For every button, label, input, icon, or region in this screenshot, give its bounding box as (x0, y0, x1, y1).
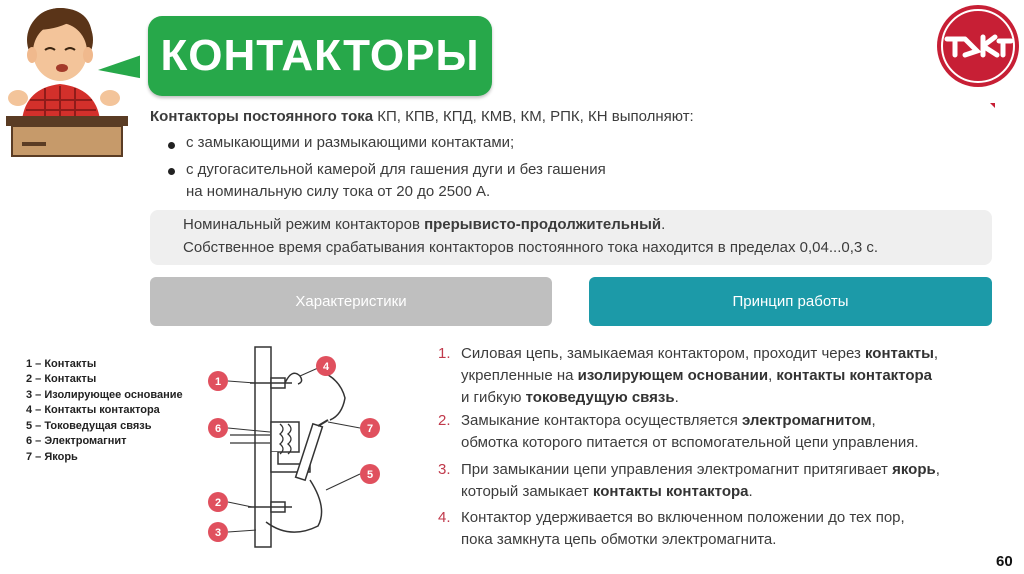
insulating-base (255, 347, 271, 547)
step-line: обмотка которого питается от вспомогательной цепи управления. (461, 434, 919, 451)
badge-label: 4 (322, 361, 330, 373)
bullet-dot-icon (168, 168, 178, 178)
step-line: и гибкую токоведущую связь. (461, 389, 679, 406)
bullet-dot-icon (168, 142, 178, 152)
intro-bold: Контакторы постоянного тока (150, 108, 374, 125)
step-line: Замыкание контактора осуществляется электромагнитом, (461, 412, 876, 429)
step-line: который замыкает контакты контактора. (461, 483, 753, 500)
intro-text (150, 108, 694, 125)
bullet-text: с дугогасительной камерой для гашения дуги и без гашения (186, 161, 606, 178)
legend-item: 4 – Контакты контактора (26, 404, 160, 416)
badge-label: 1 (214, 376, 222, 388)
note-line-2: Собственное время срабатывания контакторов постоянного тока находится в пределах 0,04...0,3 с. (183, 239, 879, 256)
company-logo-icon (935, 3, 1021, 89)
note-bold: прерывисто-продолжительный (424, 216, 662, 233)
intro-rest: КП, КПВ, КПД, КМВ, КМ, РПК, КН выполняют: (373, 108, 694, 125)
badge-label: 7 (366, 423, 374, 435)
badge-label: 2 (214, 497, 222, 509)
step-line: Силовая цепь, замыкаемая контактором, проходит через контакты, (461, 345, 939, 362)
tab-operating-principle[interactable]: Принцип работы (589, 277, 992, 326)
mascot-speaker-illustration (0, 0, 140, 160)
step-number: 1. (438, 345, 451, 362)
badge-label: 3 (214, 527, 222, 539)
badge-label: 5 (366, 469, 374, 481)
page-title: КОНТАКТОРЫ (160, 31, 480, 80)
legend-item: 1 – Контакты (26, 358, 97, 370)
bullet-text: с замыкающими и размыкающими контактами; (186, 134, 515, 151)
step-number: 4. (438, 509, 451, 526)
legend-item: 7 – Якорь (26, 451, 78, 463)
legend-item: 3 – Изолирующее основание (26, 389, 183, 401)
page-number: 60 (996, 553, 1013, 570)
note-line-1 (183, 216, 665, 233)
badge-label: 6 (214, 423, 222, 435)
step-line: укрепленные на изолирующем основании, контакты контактора (461, 367, 933, 384)
legend-item: 5 – Токоведущая связь (26, 420, 152, 432)
bullet-text: на номинальную силу тока от 20 до 2500 А. (186, 183, 491, 200)
legend-item: 2 – Контакты (26, 373, 97, 385)
contactor-diagram (200, 340, 410, 550)
tab-characteristics[interactable]: Характеристики (150, 277, 552, 326)
step-number: 2. (438, 412, 451, 429)
legend-item: 6 – Электромагнит (26, 435, 127, 447)
corner-mark (990, 103, 995, 108)
step-number: 3. (438, 461, 451, 478)
step-line: пока замкнута цепь обмотки электромагнита. (461, 531, 777, 548)
note-text: . (661, 216, 666, 233)
step-line: Контактор удерживается во включенном положении до тех пор, (461, 509, 905, 526)
step-line: При замыкании цепи управления электромагнит притягивает якорь, (461, 461, 940, 478)
note-text: Номинальный режим контакторов (183, 216, 425, 233)
